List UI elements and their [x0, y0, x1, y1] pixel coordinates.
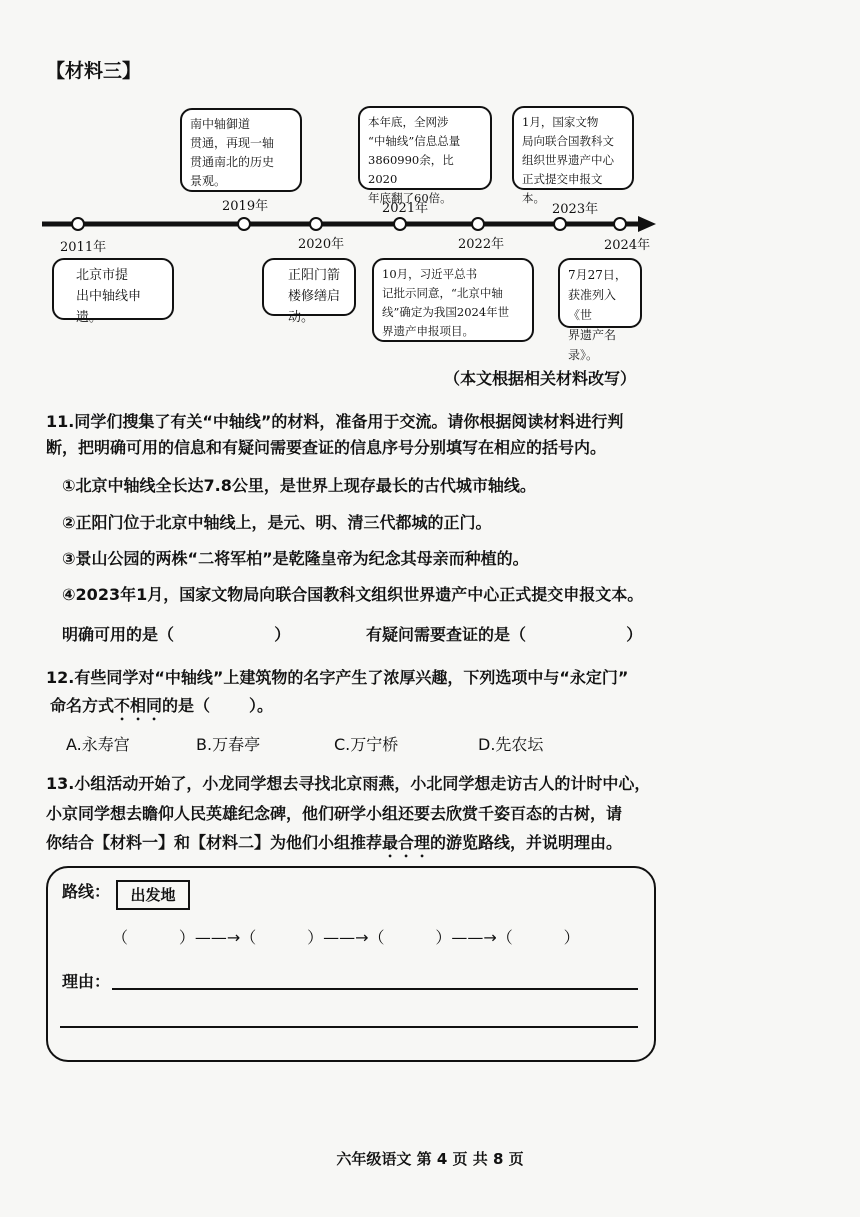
event-2011-text: 北京市提 出中轴线申遗。	[76, 268, 142, 325]
event-2021	[358, 106, 492, 205]
timeline-dot-2021	[394, 218, 406, 230]
timeline-dot-2022	[472, 218, 484, 230]
year-label-2011: 2011年	[60, 240, 107, 255]
source-note: （本文根据相关材料改写）	[443, 369, 636, 388]
event-2022	[372, 258, 534, 342]
event-2022-text: 10月，习近平总书 记批示同意，“北京中轴 线”确定为我国2024年世 界遗产申报项目。	[382, 267, 510, 338]
q11-item-2: ②正阳门位于北京中轴线上，是元、明、清三代都城的正门。	[62, 513, 492, 532]
q12-option-b[interactable]: B.万春亭	[196, 735, 261, 754]
q12-stem-2b[interactable]: 的是（ ）。	[162, 696, 274, 715]
q12-emphasis: 不相同	[114, 696, 163, 715]
q11-item-4: ④2023年1月，国家文物局向联合国教科文组织世界遗产中心正式提交申报文本。	[62, 585, 644, 604]
timeline-dot-2024	[614, 218, 626, 230]
timeline-dot-2023	[554, 218, 566, 230]
year-label-2021: 2021年	[382, 201, 429, 216]
q11-answer-usable[interactable]: 明确可用的是（ ）	[62, 625, 291, 644]
q12-stem-2a: 命名方式	[50, 696, 115, 715]
q13-stem-3	[46, 831, 622, 861]
q12-option-a[interactable]: A.永寿宫	[66, 735, 130, 754]
reason-line-1[interactable]	[112, 988, 638, 990]
q13-stem-2: 小京同学想去瞻仰人民英雄纪念碑，他们研学小组还要去欣赏千姿百态的古树，请	[46, 804, 623, 823]
page-footer: 六年级语文 第 4 页 共 8 页	[336, 1150, 524, 1168]
q12-option-c[interactable]: C.万宁桥	[334, 735, 399, 754]
timeline-dot-2020	[310, 218, 322, 230]
reason-line-2[interactable]	[60, 1026, 638, 1028]
event-2020	[262, 258, 356, 325]
event-2011	[52, 258, 174, 325]
q11-item-1: ①北京中轴线全长达7.8公里，是世界上现存最长的古代城市轴线。	[62, 476, 536, 495]
q13-stem-3a: 你结合【材料一】和【材料二】为他们小组推荐	[46, 833, 383, 852]
event-2020-text: 正阳门箭 楼修缮启动。	[288, 268, 341, 325]
event-2023-text: 1月，国家文物 局向联合国教科文 组织世界遗产中心 正式提交申报文本。	[522, 115, 614, 205]
route-label: 路线：	[62, 882, 111, 901]
route-slots[interactable]: （ ）——→（ ）——→（ ）——→（ ）	[112, 928, 580, 947]
material-header: 【材料三】	[46, 60, 142, 82]
q11-answer-verify[interactable]: 有疑问需要查证的是（ ）	[366, 625, 643, 644]
start-box: 出发地	[116, 880, 190, 910]
year-label-2023: 2023年	[552, 202, 599, 217]
reason-label: 理由：	[62, 972, 111, 991]
q11-stem-2: 断，把明确可用的信息和有疑问需要查证的信息序号分别填写在相应的括号内。	[46, 438, 607, 457]
q13-stem-1: 13.小组活动开始了，小龙同学想去寻找北京雨燕，小北同学想走访古人的计时中心，	[46, 774, 651, 793]
year-label-2020: 2020年	[298, 237, 345, 252]
event-2024-text: 7月27日， 获准列入《世 界遗产名录》。	[568, 268, 627, 362]
timeline-dot-2011	[72, 218, 84, 230]
event-2021-text: 本年底，全网涉 “中轴线”信息总量 3860990余，比2020 年底翻了60倍。	[368, 115, 461, 205]
event-2024	[558, 258, 642, 362]
q11-item-3: ③景山公园的两株“二将军柏”是乾隆皇帝为纪念其母亲而种植的。	[62, 549, 529, 568]
q11-stem-1: 11.同学们搜集了有关“中轴线”的材料，准备用于交流。请你根据阅读材料进行判	[46, 412, 624, 431]
year-label-2024: 2024年	[604, 238, 651, 253]
event-2023	[512, 106, 634, 205]
event-2019	[180, 108, 302, 192]
year-label-2019: 2019年	[222, 199, 269, 214]
q12-stem-2	[50, 694, 273, 724]
q13-stem-3b: 的游览路线，并说明理由。	[430, 833, 623, 852]
event-2019-text: 南中轴御道 贯通，再现一轴 贯通南北的历史 景观。	[190, 117, 275, 188]
q13-emphasis: 最合理	[382, 833, 431, 852]
timeline-dot-2019	[238, 218, 250, 230]
year-label-2022: 2022年	[458, 237, 505, 252]
q12-stem-1: 12.有些同学对“中轴线”上建筑物的名字产生了浓厚兴趣，下列选项中与“永定门”	[46, 668, 629, 687]
q12-option-d[interactable]: D.先农坛	[478, 735, 544, 754]
